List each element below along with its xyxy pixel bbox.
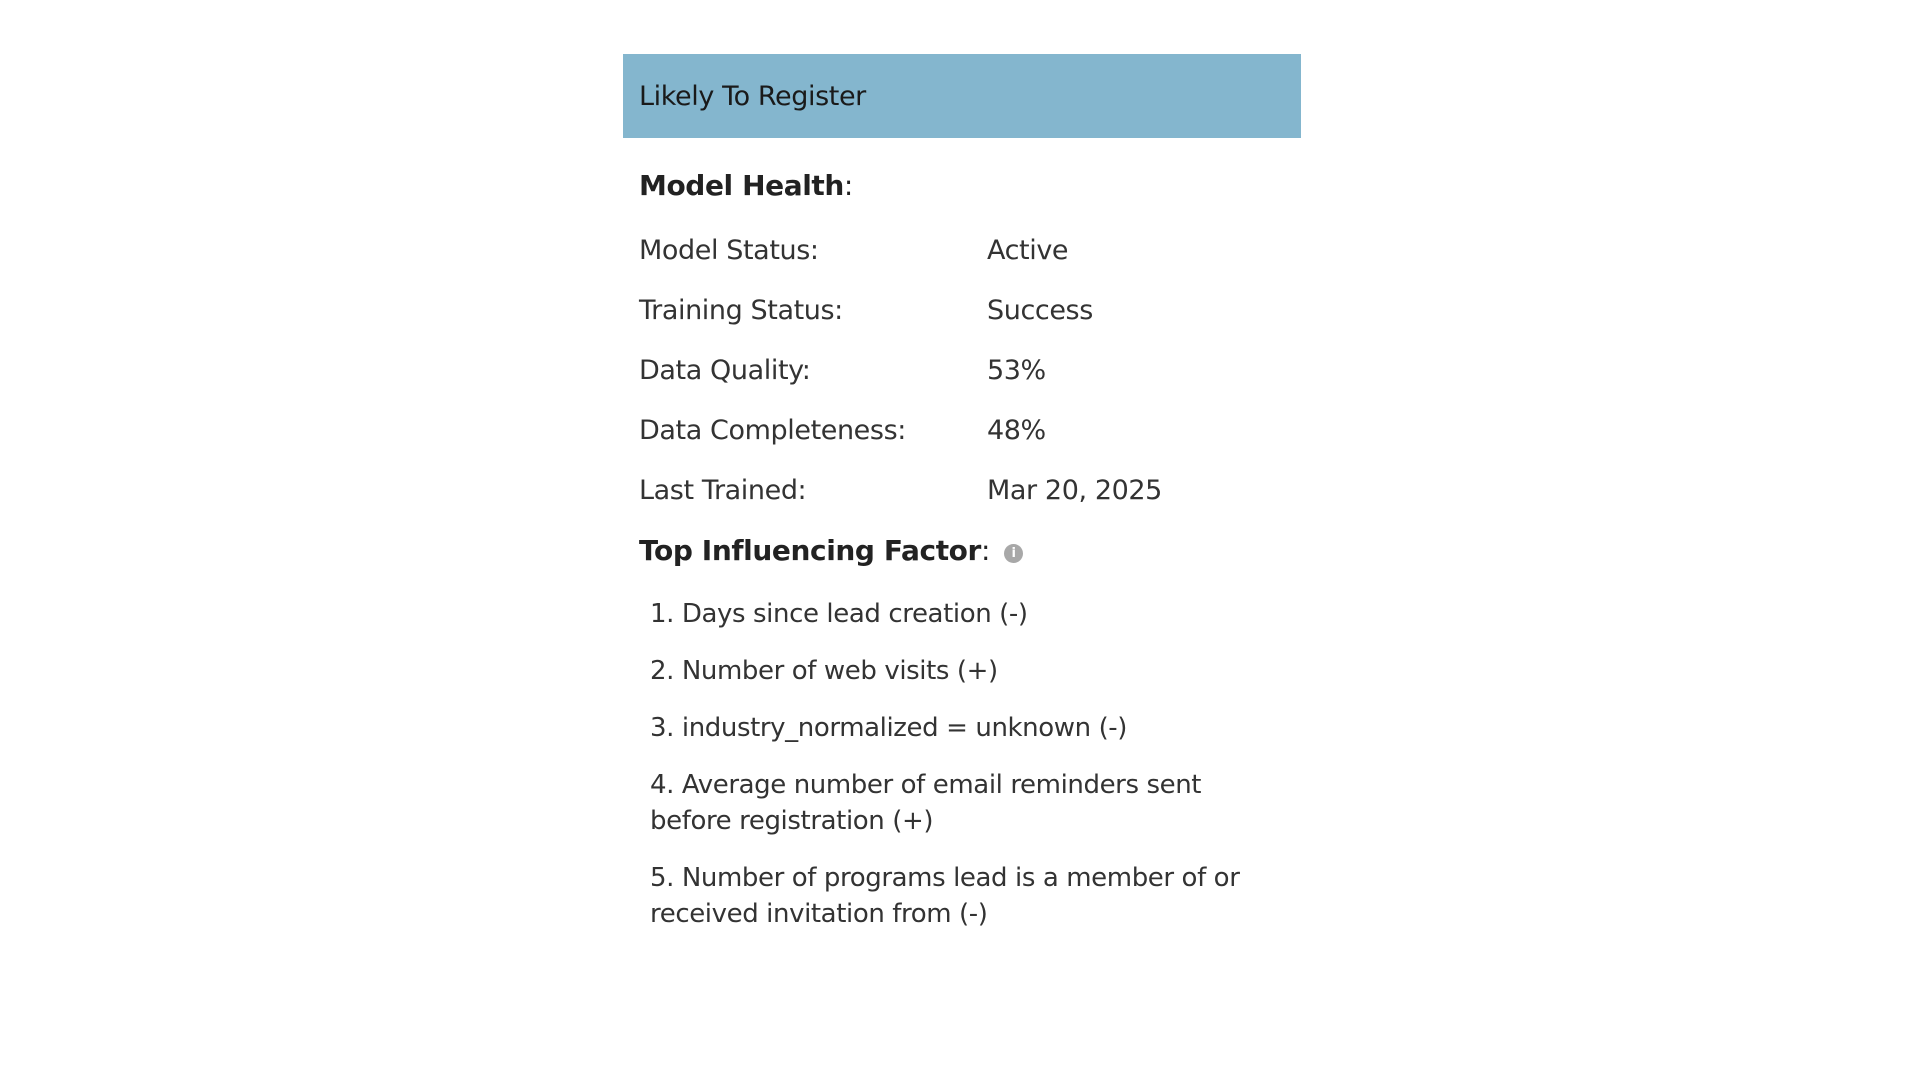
model-health-title (639, 166, 1301, 206)
top-influencing-factor-heading: Top Influencing Factor (639, 534, 981, 567)
top-influencing-factor-title (639, 520, 1301, 582)
list-item: 2. Number of web visits (+) (650, 656, 998, 686)
row-last-trained (639, 460, 1301, 520)
training-status-label: Training Status: (639, 294, 843, 326)
model-status-label: Model Status: (639, 234, 819, 266)
last-trained-value: Mar 20, 2025 (987, 474, 1162, 506)
data-completeness-value: 48% (987, 414, 1046, 446)
row-data-completeness (639, 400, 1301, 460)
data-completeness-label: Data Completeness: (639, 414, 906, 446)
list-item: 5. Number of programs lead is a member of or received invitation from (-) (650, 863, 1240, 929)
panel-title: Likely To Register (639, 80, 866, 112)
model-health-heading: Model Health (639, 169, 844, 202)
panel-header (623, 54, 1301, 138)
row-data-quality (639, 340, 1301, 400)
row-model-status (639, 220, 1301, 280)
top-influencing-factor-colon: : (980, 534, 990, 567)
list-item: 4. Average number of email reminders sent before registration (+) (650, 770, 1202, 836)
panel-body (623, 138, 1301, 932)
model-status-value: Active (987, 234, 1069, 266)
info-icon[interactable]: i (1004, 544, 1023, 563)
list-item: 3. industry_normalized = unknown (-) (650, 713, 1128, 743)
model-health-rows (639, 220, 1301, 520)
data-quality-label: Data Quality: (639, 354, 811, 386)
training-status-value: Success (987, 294, 1093, 326)
row-training-status (639, 280, 1301, 340)
list-item: 1. Days since lead creation (-) (650, 599, 1028, 629)
influencing-factor-list (639, 596, 1260, 932)
data-quality-value: 53% (987, 354, 1046, 386)
likely-to-register-panel (623, 54, 1301, 953)
model-health-colon: : (843, 169, 853, 202)
last-trained-label: Last Trained: (639, 474, 807, 506)
